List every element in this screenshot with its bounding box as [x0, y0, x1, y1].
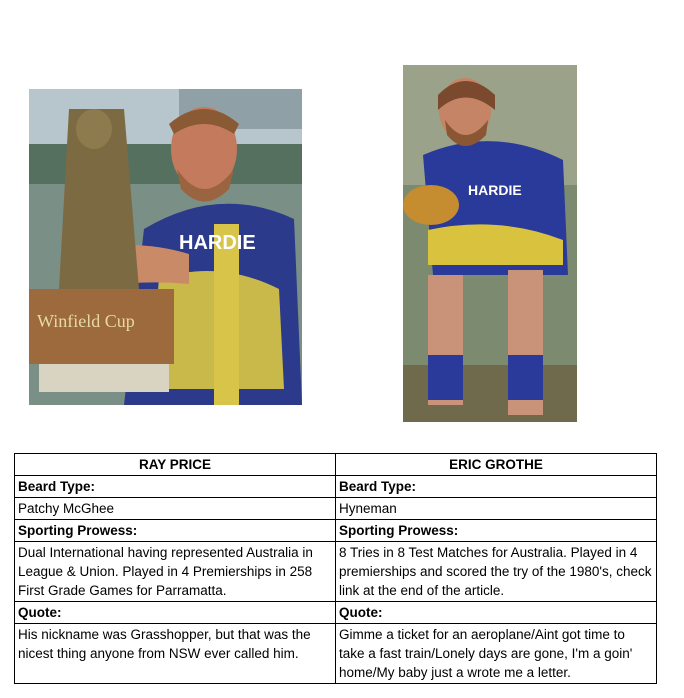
- sporting-prowess-label: Sporting Prowess:: [15, 520, 336, 542]
- table-row: [15, 520, 657, 542]
- sporting-prowess-value: 8 Tries in 8 Test Matches for Australia. Played in 4 premierships and scored the try of the 1980's, check link at the end of the article.: [336, 542, 657, 602]
- player-name-eric-grothe: ERIC GROTHE: [336, 454, 657, 476]
- beard-type-label: Beard Type:: [15, 476, 336, 498]
- beard-type-label: Beard Type:: [336, 476, 657, 498]
- right-jersey-text: HARDIE: [468, 182, 522, 198]
- sporting-prowess-label: Sporting Prowess:: [336, 520, 657, 542]
- table-row: [15, 498, 657, 520]
- table-row: [15, 476, 657, 498]
- eric-grothe-photo: [403, 65, 577, 422]
- quote-value: His nickname was Grasshopper, but that was the nicest thing anyone from NSW ever called him.: [15, 624, 336, 684]
- beard-type-value: Patchy McGhee: [15, 498, 336, 520]
- sporting-prowess-value: Dual International having represented Australia in League & Union. Played in 4 Premierships in 258 First Grade Games for Parramatta.: [15, 542, 336, 602]
- quote-label: Quote:: [15, 602, 336, 624]
- quote-value: Gimme a ticket for an aeroplane/Aint got time to take a fast train/Lonely days are gone, I'm a goin' home/My baby just a wrote me a letter.: [336, 624, 657, 684]
- quote-label: Quote:: [336, 602, 657, 624]
- beard-type-value: Hyneman: [336, 498, 657, 520]
- trophy-banner-text: Winfield Cup: [37, 311, 135, 331]
- table-header-row: [15, 454, 657, 476]
- player-comparison-table: [14, 453, 657, 684]
- table-row: [15, 602, 657, 624]
- ray-price-photo: [29, 89, 302, 405]
- left-jersey-text: HARDIE: [179, 232, 256, 254]
- table-row: [15, 542, 657, 602]
- table-row: [15, 624, 657, 684]
- player-name-ray-price: RAY PRICE: [15, 454, 336, 476]
